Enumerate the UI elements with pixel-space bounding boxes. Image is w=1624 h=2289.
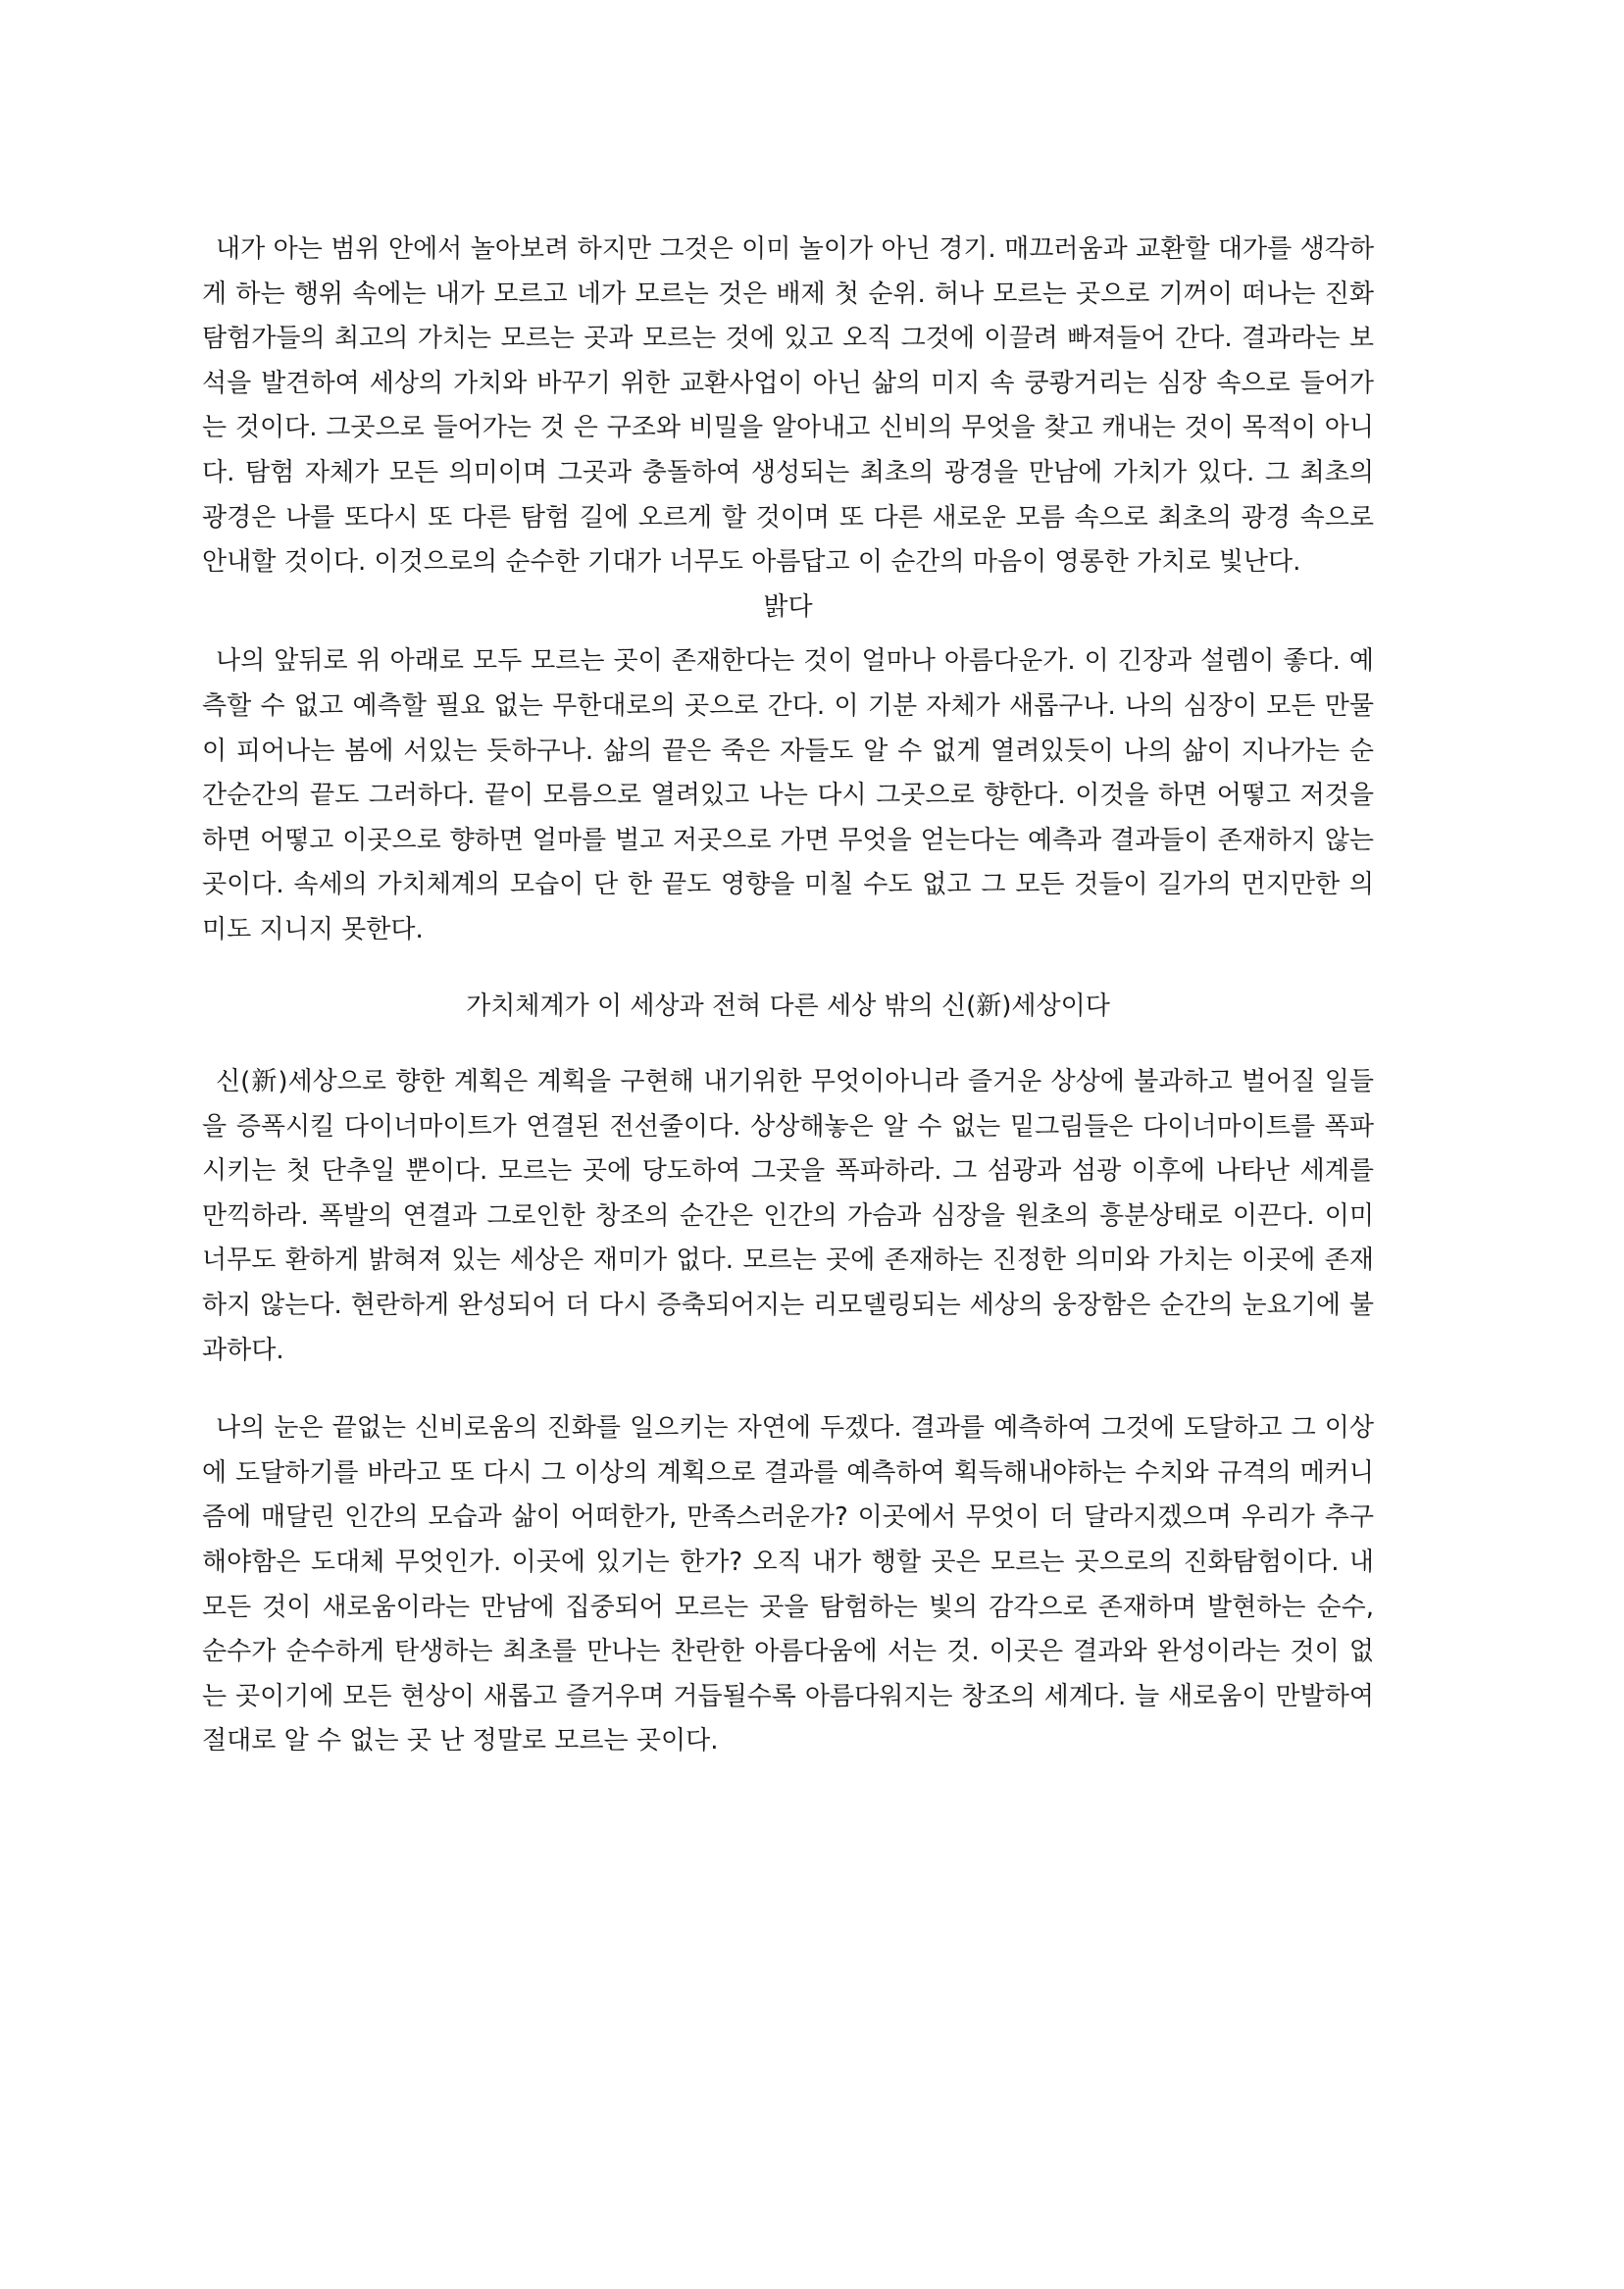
paragraph-3: 신(新)세상으로 향한 계획은 계획을 구현해 내기위한 무엇이아니라 즐거운 상상에 불과하고 벌어질 일들을 증폭시킬 다이너마이트가 연결된 전선줄이다. 상상해놓은 알 수 없는 밑그림들은 다이너마이트를 폭파시키는 첫 단추일 뿐이다. 모르는 곳에 당도하여 그곳을 폭파하라. 그 섬광과 섬광 이후에 나타난 세계를 만끽하라. 폭발의 연결과 그로인한 창조의 순간은 인간의 가슴과 심장을 원초의 흥분상태로 이끈다. 이미 너무도 환하게 밝혀져 있는 세상은 재미가 없다. 모르는 곳에 존재하는 진정한 의미와 가치는 이곳에 존재하지 않는다. 현란하게 완성되어 더 다시 증축되어지는 리모델링되는 세상의 웅장함은 순간의 눈요기에 불과하다. (202, 1067, 1374, 1365)
heading-2: 가치체계가 이 세상과 전혀 다른 세상 밖의 신(新)세상이다 (466, 991, 1110, 1021)
paragraph-2: 나의 앞뒤로 위 아래로 모두 모르는 곳이 존재한다는 것이 얼마나 아름다운가. 이 긴장과 설렘이 좋다. 예측할 수 없고 예측할 필요 없는 무한대로의 곳으로 간다. 이 기분 자체가 새롭구나. 나의 심장이 모든 만물이 피어나는 봄에 서있는 듯하구나. 삶의 끝은 죽은 자들도 알 수 없게 열려있듯이 나의 삶이 지나가는 순간순간의 끝도 그러하다. 끝이 모름으로 열려있고 나는 다시 그곳으로 향한다. 이것을 하면 어떻고 저것을 하면 어떻고 이곳으로 향하면 얼마를 벌고 저곳으로 가면 무엇을 얻는다는 예측과 결과들이 존재하지 않는 곳이다. 속세의 가치체계의 모습이 단 한 끝도 영향을 미칠 수도 없고 그 모든 것들이 길가의 먼지만한 의미도 지니지 못한다. (202, 646, 1374, 944)
document-body (202, 228, 1374, 1764)
paragraph-4: 나의 눈은 끝없는 신비로움의 진화를 일으키는 자연에 두겠다. 결과를 예측하여 그것에 도달하고 그 이상에 도달하기를 바라고 또 다시 그 이상의 계획으로 결과를 예측하여 획득해내야하는 수치와 규격의 메커니즘에 매달린 인간의 모습과 삶이 어떠한가, 만족스러운가? 이곳에서 무엇이 더 달라지겠으며 우리가 추구해야함은 도대체 무엇인가. 이곳에 있기는 한가? 오직 내가 행할 곳은 모르는 곳으로의 진화탐험이다. 내 모든 것이 새로움이라는 만남에 집중되어 모르는 곳을 탐험하는 빛의 감각으로 존재하며 발현하는 순수, 순수가 순수하게 탄생하는 최초를 만나는 찬란한 아름다움에 서는 것. 이곳은 결과와 완성이라는 것이 없는 곳이기에 모든 현상이 새롭고 즐거우며 거듭될수록 아름다워지는 창조의 세계다. 늘 새로움이 만발하여 절대로 알 수 없는 곳 난 정말로 모르는 곳이다. (202, 1413, 1374, 1756)
paragraph-1: 내가 아는 범위 안에서 놀아보려 하지만 그것은 이미 놀이가 아닌 경기. 매끄러움과 교환할 대가를 생각하게 하는 행위 속에는 내가 모르고 네가 모르는 것은 배제 첫 순위. 허나 모르는 곳으로 기꺼이 떠나는 진화 탐험가들의 최고의 가치는 모르는 곳과 모르는 것에 있고 오직 그것에 이끌려 빠져들어 간다. 결과라는 보석을 발견하여 세상의 가치와 바꾸기 위한 교환사업이 아닌 삶의 미지 속 쿵쾅거리는 심장 속으로 들어가는 것이다. 그곳으로 들어가는 것 은 구조와 비밀을 알아내고 신비의 무엇을 찾고 캐내는 것이 목적이 아니다. 탐험 자체가 모든 의미이며 그곳과 충돌하여 생성되는 최초의 광경을 만남에 가치가 있다. 그 최초의 광경은 나를 또다시 또 다른 탐험 길에 오르게 할 것이며 또 다른 새로운 모름 속으로 최초의 광경 속으로 안내할 것이다. 이것으로의 순수한 기대가 너무도 아름답고 이 순간의 마음이 영롱한 가치로 빛난다. (202, 234, 1374, 578)
heading-1: 밝다 (763, 591, 813, 622)
